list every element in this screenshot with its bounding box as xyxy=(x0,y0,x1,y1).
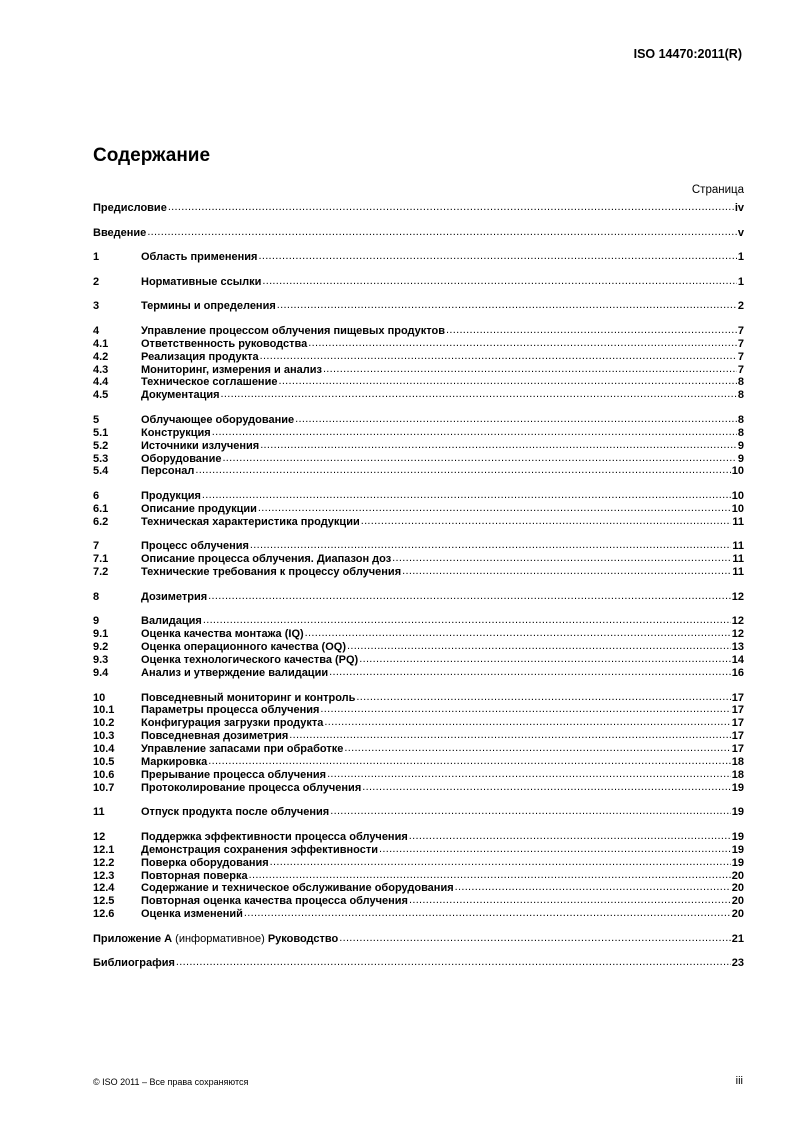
toc-entry-number: 9 xyxy=(93,615,100,628)
toc-leader-dots xyxy=(347,640,731,653)
toc-entry-title-text: Параметры процесса облучения xyxy=(141,704,320,717)
toc-entry-title-qualifier: (информативное) xyxy=(172,932,268,945)
toc-entry-title xyxy=(141,908,243,921)
toc-entry-page: 18 xyxy=(731,768,744,781)
toc-entry-title xyxy=(141,566,401,579)
toc-entry-title-text: Описание процесса облучения. Диапазон доз xyxy=(141,553,392,566)
toc-entry-number: 12 xyxy=(93,830,106,843)
toc-entry-page: 17 xyxy=(731,691,744,704)
toc-leader-dots xyxy=(359,653,731,666)
toc-entry-title-text: Повторная поверка xyxy=(141,869,248,882)
toc-entry[interactable] xyxy=(93,806,744,819)
toc-entry[interactable] xyxy=(93,465,744,478)
toc-entry-title-text: Дозиметрия xyxy=(141,590,208,603)
toc-entry-page: 8 xyxy=(737,426,744,439)
toc-entry-number: 4.2 xyxy=(93,350,109,363)
toc-leader-dots xyxy=(409,830,731,843)
toc-entry-title-text: Процесс облучения xyxy=(141,540,249,553)
toc-leader-dots xyxy=(260,350,737,363)
toc-entry-title-text: Описание продукции xyxy=(141,502,257,515)
toc-entry-page: 2 xyxy=(737,300,744,313)
toc-entry-number: 9.3 xyxy=(93,654,109,667)
toc-leader-dots xyxy=(446,324,737,337)
toc-entry-page: 11 xyxy=(732,515,744,528)
toc-entry-title-text: Оборудование xyxy=(141,452,222,465)
toc-leader-dots xyxy=(147,226,737,239)
toc-entry-title-text: Оценка качества монтажа (IQ) xyxy=(141,628,304,641)
toc-entry-number: 10.6 xyxy=(93,768,115,781)
toc-entry[interactable] xyxy=(93,202,744,215)
toc-leader-dots xyxy=(362,781,731,794)
toc-entry-page: 8 xyxy=(737,389,744,402)
toc-entry-title-text: Техническое соглашение xyxy=(141,376,278,389)
toc-entry-number: 4.3 xyxy=(93,363,109,376)
toc-entry-number: 4.5 xyxy=(93,389,109,402)
toc-leader-dots xyxy=(277,299,737,312)
toc-entry-number: 4 xyxy=(93,324,100,337)
toc-leader-dots xyxy=(195,464,730,477)
toc-entry-title-text: Реализация продукта xyxy=(141,350,259,363)
toc-leader-dots xyxy=(262,275,737,288)
toc-entry-title xyxy=(141,806,329,819)
toc-entry-title-text: Техническая характеристика продукции xyxy=(141,515,360,528)
toc-entry-page: 8 xyxy=(737,413,744,426)
toc-entry-number: 1 xyxy=(93,251,100,264)
toc-leader-dots xyxy=(323,363,737,376)
toc-entry-page: 19 xyxy=(731,843,744,856)
toc-entry[interactable] xyxy=(93,591,744,604)
toc-entry-number: 9.1 xyxy=(93,628,109,641)
toc-entry-number: 10.5 xyxy=(93,755,115,768)
toc-entry-number: 8 xyxy=(93,590,100,603)
toc-entry-number: 9.2 xyxy=(93,641,109,654)
toc-leader-dots xyxy=(379,843,731,856)
toc-entry-page: iv xyxy=(734,202,744,214)
toc-entry-title xyxy=(141,756,207,769)
toc-entry-page: 8 xyxy=(737,376,744,389)
toc-entry-number: 12.6 xyxy=(93,908,115,921)
toc-entry-page: 17 xyxy=(731,743,744,756)
toc-entry-number: 12.3 xyxy=(93,869,115,882)
toc-entry[interactable] xyxy=(93,276,744,289)
toc-entry-number: 5 xyxy=(93,413,100,426)
toc-entry[interactable] xyxy=(93,227,744,240)
toc-entry-title-text: Прерывание процесса облучения xyxy=(141,768,327,781)
toc-entry-title xyxy=(141,389,220,402)
toc-entry-number: 3 xyxy=(93,300,100,313)
toc-leader-dots xyxy=(356,691,730,704)
toc-entry[interactable] xyxy=(93,389,744,402)
toc-entry-page: 19 xyxy=(731,781,744,794)
toc-entry-title xyxy=(141,615,202,628)
toc-leader-dots xyxy=(249,869,731,882)
toc-entry-title xyxy=(93,202,167,215)
toc-leader-dots xyxy=(260,439,737,452)
toc-leader-dots xyxy=(324,716,730,729)
toc-leader-dots xyxy=(244,907,731,920)
toc-entry-title-text: Введение xyxy=(93,226,147,239)
toc-leader-dots xyxy=(202,489,731,502)
toc-entry-title-text: Конфигурация загрузки продукта xyxy=(141,717,324,730)
toc-entry[interactable] xyxy=(93,933,744,946)
toc-leader-dots xyxy=(339,932,731,945)
toc-entry-page: 11 xyxy=(732,566,744,579)
toc-leader-dots xyxy=(305,627,731,640)
toc-leader-dots xyxy=(270,856,731,869)
toc-entry-title xyxy=(141,591,207,604)
toc-entry-number: 7 xyxy=(93,540,100,553)
toc-entry-title-text: Продукция xyxy=(141,490,201,503)
toc-entry-title xyxy=(141,465,194,478)
toc-entry-number: 5.1 xyxy=(93,426,109,439)
toc-leader-dots xyxy=(222,452,736,465)
toc-entry-title xyxy=(141,667,328,680)
toc-entry-title xyxy=(141,251,257,264)
toc-entry-title xyxy=(141,782,361,795)
toc-entry[interactable] xyxy=(93,667,744,680)
toc-entry-title-text: Валидация xyxy=(141,615,202,628)
toc-entry-page: 19 xyxy=(731,806,744,819)
toc-entry-page: 9 xyxy=(737,439,744,452)
toc-entry-number: 5.3 xyxy=(93,452,109,465)
toc-leader-dots xyxy=(361,515,732,528)
toc-leader-dots xyxy=(258,502,731,515)
toc-entry-page: 20 xyxy=(731,895,744,908)
toc-entry-title-text: Отпуск продукта после облучения xyxy=(141,806,330,819)
toc-entry-number: 10.7 xyxy=(93,781,115,794)
toc-entry-title xyxy=(141,427,211,440)
toc-entry-title-text: Поддержка эффективности процесса облучения xyxy=(141,830,408,843)
toc-entry-title-text: Управление процессом облучения пищевых продуктов xyxy=(141,324,446,337)
toc-entry-number: 10.4 xyxy=(93,743,115,756)
toc-entry-title xyxy=(141,300,276,313)
toc-leader-dots xyxy=(212,426,737,439)
toc-entry-title-text: Документация xyxy=(141,389,220,402)
toc-leader-dots xyxy=(308,337,737,350)
toc-entry-page: 11 xyxy=(732,553,744,566)
toc-leader-dots xyxy=(208,590,731,603)
toc-entry-title-text: Оценка технологического качества (PQ) xyxy=(141,654,359,667)
toc-entry-title xyxy=(141,553,391,566)
toc-entry-page: 18 xyxy=(731,755,744,768)
toc-entry-title-text: Нормативные ссылки xyxy=(141,275,262,288)
toc-entry-page: 21 xyxy=(731,932,744,945)
toc-entry-number: 10 xyxy=(93,691,106,704)
toc-entry-page: 14 xyxy=(731,654,744,667)
toc-entry-title xyxy=(141,641,346,654)
toc-entry-number: 4.1 xyxy=(93,337,109,350)
toc-leader-dots xyxy=(327,768,731,781)
toc-leader-dots xyxy=(250,539,731,552)
toc-entry-title xyxy=(141,540,249,553)
footer-page-number: iii xyxy=(735,1075,743,1087)
toc-entry-title-text: Приложение А xyxy=(93,932,173,945)
toc-entry-title-text: Повторная оценка качества процесса облучения xyxy=(141,895,408,908)
toc-leader-dots xyxy=(295,413,737,426)
toc-entry-page: 10 xyxy=(731,465,744,478)
toc-entry-number: 10.1 xyxy=(93,704,115,717)
toc-entry-title-text: Протоколирование процесса облучения xyxy=(141,781,362,794)
toc-entry-title xyxy=(141,628,304,641)
table-of-contents xyxy=(93,202,744,970)
toc-entry-title xyxy=(93,933,338,946)
toc-entry-page: 7 xyxy=(737,363,744,376)
toc-entry-page: 10 xyxy=(731,502,744,515)
toc-entry-number: 7.2 xyxy=(93,566,109,579)
toc-entry-title xyxy=(141,654,358,667)
toc-entry-title-text: Термины и определения xyxy=(141,300,276,313)
toc-entry-title-suffix: Руководство xyxy=(267,932,339,945)
toc-entry[interactable] xyxy=(93,566,744,579)
toc-leader-dots xyxy=(278,375,736,388)
toc-entry-title-text: Поверка оборудования xyxy=(141,856,269,869)
toc-entry-number: 7.1 xyxy=(93,553,109,566)
toc-entry-title xyxy=(141,769,326,782)
toc-entry[interactable] xyxy=(93,908,744,921)
toc-entry-title-text: Повседневный мониторинг и контроль xyxy=(141,691,356,704)
toc-leader-dots xyxy=(203,614,731,627)
toc-entry-page: 7 xyxy=(737,350,744,363)
toc-entry-page: 20 xyxy=(731,882,744,895)
toc-entry-number: 12.1 xyxy=(93,843,115,856)
toc-entry-page: 10 xyxy=(731,490,744,503)
toc-leader-dots xyxy=(176,956,731,969)
toc-entry-number: 12.4 xyxy=(93,882,115,895)
toc-entry-number: 6.2 xyxy=(93,515,109,528)
toc-entry-title-text: Технические требования к процессу облучения xyxy=(141,566,402,579)
toc-entry-title-text: Источники излучения xyxy=(141,439,260,452)
toc-entry-title-text: Персонал xyxy=(141,465,195,478)
toc-entry-title-text: Библиография xyxy=(93,957,175,970)
toc-entry-title-text: Демонстрация сохранения эффективности xyxy=(141,843,378,856)
toc-entry-page: 20 xyxy=(731,869,744,882)
toc-entry-page: 12 xyxy=(731,628,744,641)
toc-entry-title-text: Конструкция xyxy=(141,426,211,439)
toc-entry-page: 20 xyxy=(731,908,744,921)
toc-entry-title-text: Анализ и утверждение валидации xyxy=(141,666,329,679)
toc-entry-number: 12.5 xyxy=(93,895,115,908)
toc-leader-dots xyxy=(320,703,730,716)
toc-entry-title-text: Мониторинг, измерения и анализ xyxy=(141,363,322,376)
toc-leader-dots xyxy=(330,805,731,818)
toc-entry-page: 23 xyxy=(731,957,744,970)
toc-entry-page: 17 xyxy=(731,717,744,730)
toc-entry-title xyxy=(141,490,201,503)
page-column-label: Страница xyxy=(691,184,744,196)
toc-entry-title xyxy=(141,870,248,883)
toc-entry-title-text: Оценка изменений xyxy=(141,908,243,921)
toc-entry-number: 4.4 xyxy=(93,376,109,389)
toc-leader-dots xyxy=(402,565,731,578)
toc-leader-dots xyxy=(409,894,731,907)
toc-entry[interactable] xyxy=(93,782,744,795)
toc-entry-title xyxy=(141,730,288,743)
toc-entry-number: 10.2 xyxy=(93,717,115,730)
toc-entry-title xyxy=(141,276,261,289)
toc-entry-title xyxy=(141,503,257,516)
toc-entry[interactable] xyxy=(93,300,744,313)
toc-entry-number: 5.4 xyxy=(93,465,109,478)
page-title: Содержание xyxy=(93,145,211,166)
toc-leader-dots xyxy=(221,388,737,401)
toc-entry-page: 19 xyxy=(731,856,744,869)
toc-entry-number: 11 xyxy=(93,806,105,819)
toc-entry-page: 19 xyxy=(731,830,744,843)
toc-entry-number: 9.4 xyxy=(93,666,109,679)
toc-entry-number: 6.1 xyxy=(93,502,109,515)
toc-entry-title xyxy=(93,227,146,240)
toc-entry[interactable] xyxy=(93,957,744,970)
toc-leader-dots xyxy=(208,755,731,768)
toc-entry-page: 1 xyxy=(737,251,744,264)
toc-entry-page: 11 xyxy=(732,540,744,553)
toc-entry-title-text: Маркировка xyxy=(141,755,208,768)
toc-entry[interactable] xyxy=(93,251,744,264)
toc-entry-title xyxy=(141,516,360,529)
toc-entry-number: 12.2 xyxy=(93,856,115,869)
toc-entry-page: 1 xyxy=(737,275,744,288)
toc-entry-number: 5.2 xyxy=(93,439,109,452)
toc-entry-title-text: Управление запасами при обработке xyxy=(141,743,344,756)
toc-entry-title xyxy=(141,882,454,895)
toc-entry-page: 17 xyxy=(731,704,744,717)
toc-entry-number: 10.3 xyxy=(93,730,115,743)
toc-entry-number: 2 xyxy=(93,275,100,288)
toc-leader-dots xyxy=(392,552,731,565)
toc-entry-title-text: Область применения xyxy=(141,251,258,264)
toc-entry-title-text: Облучающее оборудование xyxy=(141,413,295,426)
toc-entry[interactable] xyxy=(93,516,744,529)
toc-entry-title-text: Ответственность руководства xyxy=(141,337,308,350)
toc-entry-title-text: Оценка операционного качества (OQ) xyxy=(141,641,346,654)
toc-entry-page: 17 xyxy=(731,730,744,743)
toc-leader-dots xyxy=(289,729,730,742)
toc-entry-page: 7 xyxy=(737,337,744,350)
document-id: ISO 14470:2011(R) xyxy=(633,47,742,61)
toc-leader-dots xyxy=(168,201,734,214)
toc-entry-page: 7 xyxy=(737,324,744,337)
footer-copyright: © ISO 2011 – Все права сохраняются xyxy=(93,1077,249,1087)
toc-entry-title xyxy=(93,957,175,970)
toc-entry-page: v xyxy=(737,226,744,239)
toc-entry-number: 6 xyxy=(93,490,100,503)
toc-entry-title xyxy=(141,351,259,364)
toc-leader-dots xyxy=(344,742,730,755)
toc-entry-page: 16 xyxy=(731,666,744,679)
toc-entry-page: 12 xyxy=(731,615,744,628)
toc-entry-title xyxy=(141,704,319,717)
toc-leader-dots xyxy=(455,881,731,894)
toc-entry-title-text: Предисловие xyxy=(93,202,167,214)
toc-entry-title-text: Повседневная дозиметрия xyxy=(141,730,289,743)
toc-entry-page: 12 xyxy=(731,590,744,603)
toc-leader-dots xyxy=(329,666,731,679)
toc-entry-title-text: Содержание и техническое обслуживание оборудования xyxy=(141,882,454,895)
toc-entry-page: 13 xyxy=(731,641,744,654)
toc-leader-dots xyxy=(258,250,736,263)
toc-entry-title xyxy=(141,831,408,844)
toc-entry-page: 9 xyxy=(737,452,744,465)
